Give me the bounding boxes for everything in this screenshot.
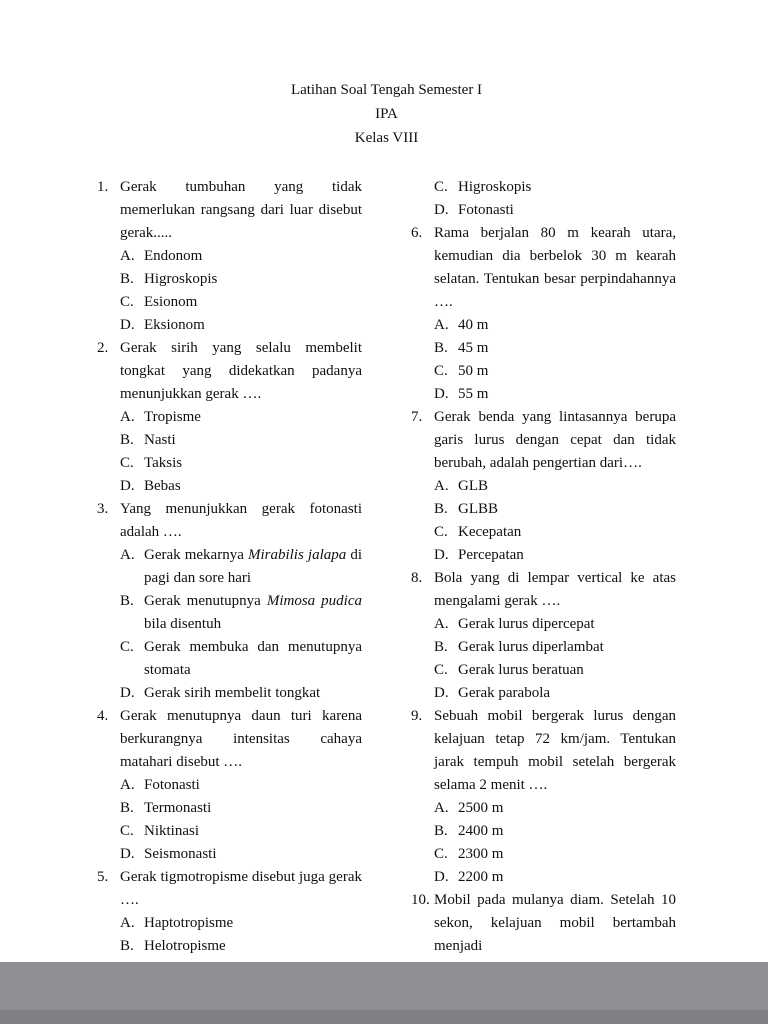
question-text: Gerak tigmotropisme disebut juga gerak …. [120, 869, 362, 908]
question-body [434, 176, 676, 222]
option-label: B. [120, 271, 134, 287]
question-number: 5. [97, 869, 109, 885]
question-item [411, 889, 676, 958]
option-row [120, 291, 362, 314]
option-row [434, 314, 676, 337]
option-text: Higroskopis [458, 179, 532, 195]
question-item [411, 705, 676, 889]
question-number: 6. [411, 225, 423, 241]
option-label: D. [434, 202, 449, 218]
option-text-segment: Gerak menutupnya [144, 593, 267, 609]
option-row [120, 682, 362, 705]
option-row [120, 935, 362, 958]
option-row [120, 590, 362, 636]
question-body [120, 866, 362, 958]
question-item [97, 176, 362, 337]
option-label: D. [120, 685, 135, 701]
question-text: Bola yang di lempar vertical ke atas mengalami gerak …. [434, 570, 676, 609]
option-label: B. [434, 501, 448, 517]
option-label: A. [120, 777, 135, 793]
option-text: Tropisme [144, 409, 201, 425]
option-text: Fotonasti [144, 777, 200, 793]
option-text: GLB [458, 478, 488, 494]
question-text: Yang menunjukkan gerak fotonasti adalah …. [120, 501, 362, 540]
option-text [144, 590, 362, 636]
option-row [434, 866, 676, 889]
option-row [120, 843, 362, 866]
question-number: 1. [97, 179, 109, 195]
left-column [97, 176, 362, 958]
option-row [434, 521, 676, 544]
option-label: A. [434, 478, 449, 494]
question-text: Gerak benda yang lintasannya berupa garis lurus dengan cepat dan tidak berubah, adalah pengertian dari…. [434, 409, 676, 471]
option-text: 2300 m [458, 846, 504, 862]
question-number: 8. [411, 570, 423, 586]
option-label: C. [120, 639, 134, 655]
option-row [120, 268, 362, 291]
option-text: 40 m [458, 317, 489, 333]
question-item [411, 406, 676, 567]
question-body [434, 222, 676, 406]
option-row [120, 406, 362, 429]
option-text: Gerak lurus diperlambat [458, 639, 604, 655]
option-row [120, 245, 362, 268]
option-row [434, 383, 676, 406]
option-text: Termonasti [144, 800, 212, 816]
option-text: 2500 m [458, 800, 504, 816]
question-number: 9. [411, 708, 423, 724]
option-text: 2400 m [458, 823, 504, 839]
question-number: 3. [97, 501, 109, 517]
question-body [120, 498, 362, 705]
option-label: A. [120, 547, 135, 563]
option-text: Haptotropisme [144, 915, 234, 931]
right-column [411, 176, 676, 958]
question-number: 7. [411, 409, 423, 425]
viewer-bottom-bar [0, 1010, 768, 1024]
option-label: B. [120, 432, 134, 448]
option-text: Gerak parabola [458, 685, 551, 701]
option-label: C. [434, 363, 448, 379]
option-label: A. [434, 616, 449, 632]
doc-subject: IPA [375, 106, 398, 122]
option-text: 2200 m [458, 869, 504, 885]
question-item [97, 337, 362, 498]
question-number: 2. [97, 340, 109, 356]
doc-class: Kelas VIII [354, 130, 419, 146]
question-body [434, 889, 676, 958]
species-name-italic: Mirabilis jalapa [247, 547, 347, 563]
question-text: Mobil pada mulanya diam. Setelah 10 sekon, kelajuan mobil bertambah menjadi [434, 892, 676, 954]
option-label: C. [434, 524, 448, 540]
option-row [434, 498, 676, 521]
option-label: B. [120, 938, 134, 954]
option-text: 55 m [458, 386, 489, 402]
option-row [434, 636, 676, 659]
question-number [411, 176, 434, 222]
option-text: Endonom [144, 248, 203, 264]
option-text [144, 544, 362, 590]
question-columns [97, 176, 676, 958]
option-row [120, 820, 362, 843]
option-text: 45 m [458, 340, 489, 356]
option-label: C. [434, 179, 448, 195]
option-label: B. [434, 639, 448, 655]
species-name-italic: Mimosa pudica [266, 593, 362, 609]
option-label: D. [120, 846, 135, 862]
option-row [120, 452, 362, 475]
option-label: B. [434, 823, 448, 839]
question-body [434, 567, 676, 705]
option-text: Gerak sirih membelit tongkat [144, 685, 321, 701]
option-label: C. [120, 823, 134, 839]
option-label: B. [120, 593, 134, 609]
option-label: A. [434, 800, 449, 816]
question-number: 10. [411, 892, 430, 908]
option-text: Fotonasti [458, 202, 514, 218]
option-text: Taksis [144, 455, 183, 471]
option-label: D. [434, 685, 449, 701]
option-label: D. [434, 547, 449, 563]
question-body [434, 705, 676, 889]
question-item [97, 705, 362, 866]
option-label: C. [434, 846, 448, 862]
option-text-segment: di pagi dan sore hari [144, 547, 362, 586]
question-text: Gerak tumbuhan yang tidak memerlukan rangsang dari luar disebut gerak..... [120, 179, 362, 241]
option-label: C. [120, 455, 134, 471]
option-row [434, 682, 676, 705]
option-text: Bebas [144, 478, 181, 494]
option-row [120, 429, 362, 452]
question-text: Gerak sirih yang selalu membelit tongkat yang didekatkan padanya menunjukkan gerak …. [120, 340, 362, 402]
question-item [411, 176, 676, 222]
question-item [411, 222, 676, 406]
option-text: GLBB [458, 501, 499, 517]
question-item [411, 567, 676, 705]
option-text: Percepatan [458, 547, 524, 563]
question-text: Rama berjalan 80 m kearah utara, kemudian dia berbelok 30 m kearah selatan. Tentukan besar perpindahannya …. [434, 225, 676, 310]
option-row [434, 820, 676, 843]
question-item [97, 866, 362, 958]
option-text: Gerak membuka dan menutupnya stomata [144, 639, 362, 678]
option-row [434, 360, 676, 383]
option-row [434, 659, 676, 682]
option-text: Nasti [144, 432, 176, 448]
option-label: A. [120, 915, 135, 931]
option-text: Niktinasi [144, 823, 199, 839]
option-text: Eksionom [144, 317, 205, 333]
option-text: Gerak lurus beratuan [458, 662, 584, 678]
option-row [120, 314, 362, 337]
option-label: D. [434, 869, 449, 885]
doc-header [97, 78, 676, 150]
option-row [434, 475, 676, 498]
option-label: D. [434, 386, 449, 402]
option-row [434, 797, 676, 820]
option-row [434, 199, 676, 222]
option-row [120, 774, 362, 797]
option-text: Helotropisme [144, 938, 226, 954]
option-row [120, 636, 362, 682]
option-text-segment: Gerak mekarnya [144, 547, 248, 563]
question-item [97, 498, 362, 705]
option-label: C. [434, 662, 448, 678]
question-body [120, 176, 362, 337]
question-text: Sebuah mobil bergerak lurus dengan kelajuan tetap 72 km/jam. Tentukan jarak tempuh mobil setelah bergerak selama 2 menit …. [434, 708, 676, 793]
option-row [120, 797, 362, 820]
option-label: B. [120, 800, 134, 816]
option-row [120, 475, 362, 498]
option-text: Gerak lurus dipercepat [458, 616, 595, 632]
option-text: Seismonasti [144, 846, 217, 862]
question-body [120, 337, 362, 498]
option-row [120, 544, 362, 590]
option-row [434, 613, 676, 636]
option-label: A. [120, 248, 135, 264]
option-text: Esionom [144, 294, 198, 310]
option-label: D. [120, 478, 135, 494]
option-text-segment: bila disentuh [144, 616, 222, 632]
option-label: B. [434, 340, 448, 356]
option-row [434, 176, 676, 199]
option-text: Higroskopis [144, 271, 218, 287]
option-text: Kecepatan [458, 524, 522, 540]
option-text: 50 m [458, 363, 489, 379]
option-label: A. [120, 409, 135, 425]
option-row [434, 337, 676, 360]
option-row [434, 544, 676, 567]
option-row [120, 912, 362, 935]
question-number: 4. [97, 708, 109, 724]
option-label: D. [120, 317, 135, 333]
option-label: A. [434, 317, 449, 333]
option-label: C. [120, 294, 134, 310]
doc-title: Latihan Soal Tengah Semester I [290, 82, 483, 98]
question-body [434, 406, 676, 567]
question-body [120, 705, 362, 866]
option-row [434, 843, 676, 866]
question-text: Gerak menutupnya daun turi karena berkurangnya intensitas cahaya matahari disebut …. [120, 708, 362, 770]
